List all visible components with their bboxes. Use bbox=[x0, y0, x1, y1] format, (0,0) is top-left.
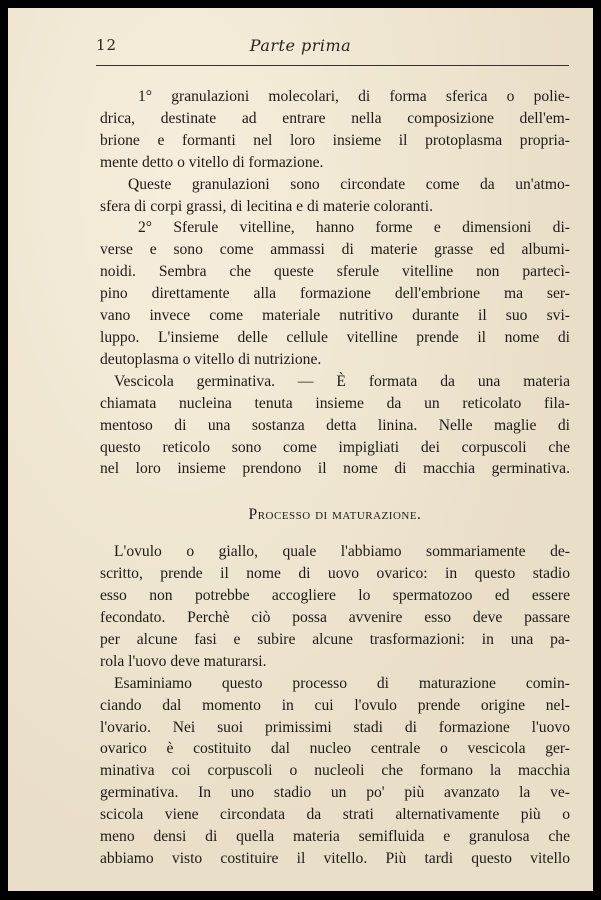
text-line: pino direttamente alla formazione dell'embrione ma ser- bbox=[100, 285, 570, 303]
body-text bbox=[100, 86, 570, 870]
text-line: sfera di corpi grassi, di lecitina e di materie coloranti. bbox=[100, 197, 433, 215]
page-header bbox=[8, 8, 593, 68]
text-line: deutoplasma o vitello di nutrizione. bbox=[100, 350, 322, 368]
text-line: L'ovulo o giallo, quale l'abbiamo sommariamente de- bbox=[114, 543, 570, 561]
text-line: Queste granulazioni sono circondate come da un'atmo- bbox=[128, 175, 570, 193]
text-line: mentoso di una sostanza detta linina. Nelle maglie di bbox=[100, 416, 570, 434]
text-line: nel loro insieme prendono il nome di macchia germinativa. bbox=[100, 460, 570, 478]
text-line: brione e formanti nel loro insieme il protoplasma propria- bbox=[100, 131, 570, 149]
text-line: mente detto o vitello di formazione. bbox=[100, 153, 324, 171]
text-line: Esaminiamo questo processo di maturazione comin- bbox=[114, 674, 570, 692]
text-line: l'ovario. Nei suoi primissimi stadi di formazione l'uovo bbox=[100, 718, 570, 736]
section-heading: Processo di maturazione. bbox=[248, 506, 422, 524]
spacer bbox=[100, 528, 570, 541]
text-line: ciando dal momento in cui l'ovulo prende origine nel- bbox=[100, 696, 570, 714]
text-line: scritto, prende il nome di uovo ovarico: in questo stadio bbox=[100, 565, 570, 583]
text-line: minativa coi corpuscoli o nucleoli che formano la macchia bbox=[100, 762, 570, 780]
text-line: luppo. L'insieme delle cellule vitelline prende il nome di bbox=[100, 328, 570, 346]
text-line: drica, destinate ad entrare nella composizione dell'em- bbox=[100, 109, 570, 127]
text-line: 2° Sferule vitelline, hanno forme e dimensioni di- bbox=[138, 219, 570, 237]
page-number: 12 bbox=[96, 36, 118, 54]
text-line: rola l'uovo deve maturarsi. bbox=[100, 652, 267, 670]
text-line: noidi. Sembra che queste sferule vitelline non partecì- bbox=[100, 263, 570, 281]
header-rule bbox=[96, 65, 569, 66]
text-line: per alcune fasi e subire alcune trasformazioni: in una pa- bbox=[100, 630, 570, 648]
text-line: 1° granulazioni molecolari, di forma sferica o polie- bbox=[138, 88, 570, 105]
text-line: Vescicola germinativa. — È formata da una materia bbox=[114, 372, 570, 390]
text-line: meno densi di quella materia semifluida e granulosa che bbox=[100, 828, 570, 846]
text-line: scicola viene circondata da strati alternativamente più o bbox=[100, 806, 570, 824]
text-line: fecondato. Perchè ciò possa avvenire esso deve passare bbox=[100, 609, 570, 627]
text-line: verse e sono come ammassi di materie grasse ed albumi- bbox=[100, 241, 570, 259]
text-line: chiamata nucleina tenuta insieme da un reticolato fila- bbox=[100, 394, 570, 412]
text-line: esso non potrebbe accogliere lo spermatozoo ed essere bbox=[100, 587, 570, 605]
text-line: germinativa. In uno stadio un po' più avanzato la ve- bbox=[100, 784, 570, 802]
spacer bbox=[100, 480, 570, 502]
text-line: ovarico è costituito dal nucleo centrale o vescicola ger- bbox=[100, 740, 570, 758]
book-page bbox=[8, 8, 593, 891]
text-line: abbiamo visto costituire il vitello. Più tardi questo vitello bbox=[100, 850, 570, 867]
text-line: vano invece come materiale nutritivo durante il suo svi- bbox=[100, 307, 570, 325]
running-head: Parte prima bbox=[249, 36, 352, 55]
text-line: questo reticolo sono come impigliati dei corpuscoli che bbox=[100, 438, 570, 456]
